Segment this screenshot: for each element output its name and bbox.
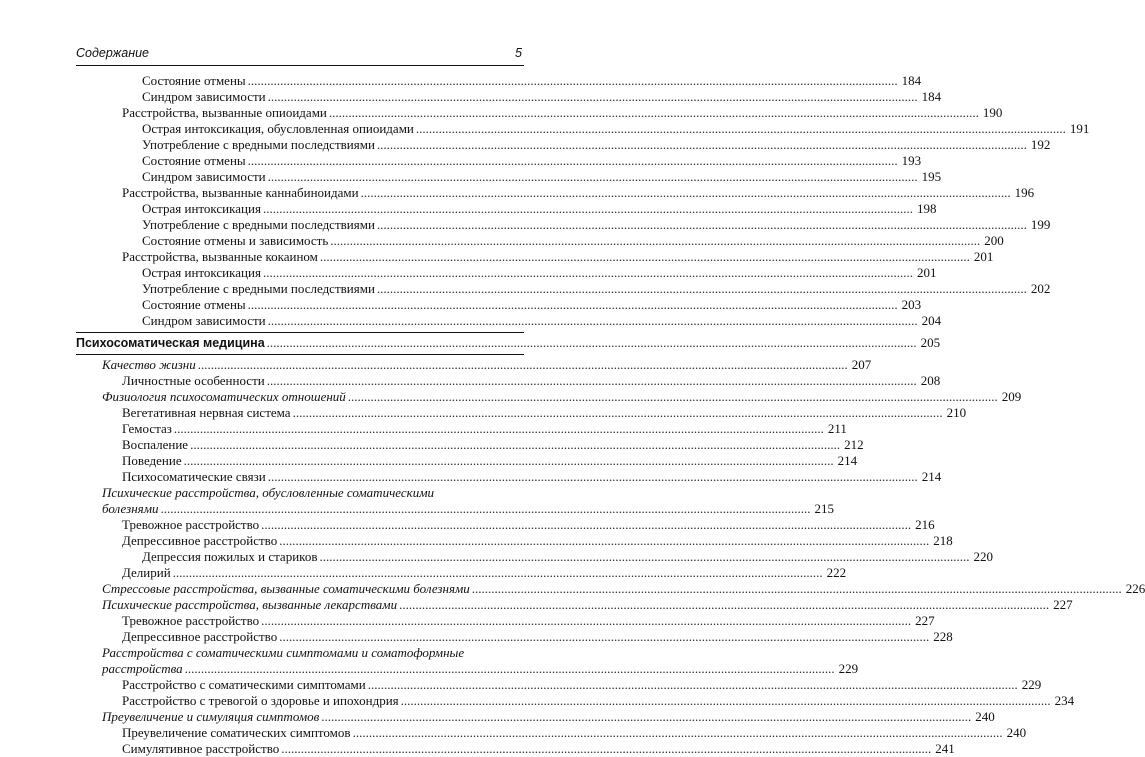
toc-entry[interactable]: Стрессовые расстройства, вызванные соматическими болезнями ........................................................................................................................................................................................................ 226 (102, 581, 1145, 596)
toc-entry[interactable]: Синдром зависимости ........................................................................................................................................................................................................ 195 (142, 169, 942, 184)
dot-leader: ........................................................................................................................................................................................................ (319, 549, 970, 564)
dot-leader: ........................................................................................................................................................................................................ (173, 421, 824, 436)
toc-entry[interactable]: Расстройства, вызванные опиоидами ........................................................................................................................................................................................................ 190 (122, 105, 1003, 120)
dot-leader: ........................................................................................................................................................................................................ (190, 437, 841, 452)
toc-entry[interactable]: Состояние отмены и зависимость ........................................................................................................................................................................................................ 200 (142, 233, 1004, 248)
dot-leader: ........................................................................................................................................................................................................ (376, 281, 1027, 296)
dot-leader: ........................................................................................................................................................................................................ (376, 137, 1027, 152)
toc-entry[interactable]: Вегетативная нервная система ........................................................................................................................................................................................................ 210 (122, 405, 967, 420)
toc-entry[interactable]: Тревожное расстройство ........................................................................................................................................................................................................ 216 (122, 517, 935, 532)
header-rule (76, 65, 524, 66)
toc-entry[interactable]: Расстройства, вызванные каннабиноидами ........................................................................................................................................................................................................ 196 (122, 185, 1035, 200)
toc-entry[interactable]: Депрессивное расстройство ........................................................................................................................................................................................................ 228 (122, 629, 953, 644)
dot-leader: ........................................................................................................................................................................................................ (266, 335, 917, 350)
toc-entry[interactable]: Делирий ........................................................................................................................................................................................................ 222 (122, 565, 847, 580)
toc-entry[interactable]: Расстройства, вызванные кокаином ........................................................................................................................................................................................................ 201 (122, 249, 994, 264)
dot-leader: ........................................................................................................................................................................................................ (328, 105, 979, 120)
dot-leader: ........................................................................................................................................................................................................ (261, 613, 912, 628)
toc-entry[interactable]: Употребление с вредными последствиями ........................................................................................................................................................................................................ 202 (142, 281, 1051, 296)
dot-leader: ........................................................................................................................................................................................................ (183, 453, 834, 468)
toc-entry[interactable]: Симулятивное расстройство ........................................................................................................................................................................................................ 241 (122, 741, 955, 756)
toc-entry[interactable]: Состояние отмены ........................................................................................................................................................................................................ 193 (142, 153, 922, 168)
toc-entry[interactable]: Употребление с вредными последствиями ........................................................................................................................................................................................................ 192 (142, 137, 1051, 152)
toc-entry[interactable]: Расстройство с соматическими симптомами ........................................................................................................................................................................................................ 229 (122, 677, 1042, 692)
toc-entry[interactable]: Гемостаз ........................................................................................................................................................................................................ 211 (122, 421, 847, 436)
toc-entry[interactable]: расстройства ........................................................................................................................................................................................................ 229 (102, 661, 859, 676)
toc-entry[interactable]: Воспаление ........................................................................................................................................................................................................ 212 (122, 437, 864, 452)
table-of-contents (76, 73, 1145, 757)
dot-leader: ........................................................................................................................................................................................................ (321, 709, 972, 724)
dot-leader: ........................................................................................................................................................................................................ (267, 469, 918, 484)
dot-leader: ........................................................................................................................................................................................................ (367, 677, 1018, 692)
dot-leader: ........................................................................................................................................................................................................ (279, 629, 930, 644)
header-page-number: 5 (515, 46, 522, 60)
section-divider (76, 332, 524, 333)
toc-entry-line1: Расстройства с соматическими симптомами и соматоформные (102, 645, 465, 660)
dot-leader: ........................................................................................................................................................................................................ (376, 217, 1027, 232)
running-header (76, 46, 524, 64)
toc-entry[interactable]: Состояние отмены ........................................................................................................................................................................................................ 184 (142, 73, 922, 88)
dot-leader: ........................................................................................................................................................................................................ (360, 185, 1011, 200)
dot-leader: ........................................................................................................................................................................................................ (399, 597, 1050, 612)
toc-entry[interactable]: Качество жизни ........................................................................................................................................................................................................ 207 (102, 357, 872, 372)
toc-entry[interactable]: Тревожное расстройство ........................................................................................................................................................................................................ 227 (122, 613, 935, 628)
toc-entry[interactable]: Депрессия пожилых и стариков ........................................................................................................................................................................................................ 220 (142, 549, 993, 564)
toc-entry[interactable]: Синдром зависимости ........................................................................................................................................................................................................ 204 (142, 313, 942, 328)
dot-leader: ........................................................................................................................................................................................................ (415, 121, 1066, 136)
toc-entry[interactable]: Личностные особенности ........................................................................................................................................................................................................ 208 (122, 373, 941, 388)
dot-leader: ........................................................................................................................................................................................................ (352, 725, 1003, 740)
dot-leader: ........................................................................................................................................................................................................ (267, 313, 918, 328)
toc-entry[interactable]: Острая интоксикация ........................................................................................................................................................................................................ 198 (142, 201, 937, 216)
toc-chapter-entry[interactable]: Психосоматическая медицина ........................................................................................................................................................................................................ 205 (76, 335, 941, 350)
dot-leader: ........................................................................................................................................................................................................ (400, 693, 1051, 708)
dot-leader: ........................................................................................................................................................................................................ (261, 517, 912, 532)
dot-leader: ........................................................................................................................................................................................................ (197, 357, 848, 372)
toc-entry[interactable]: Преувеличение и симуляция симптомов ........................................................................................................................................................................................................ 240 (102, 709, 995, 724)
toc-entry[interactable]: Преувеличение соматических симптомов ........................................................................................................................................................................................................ 240 (122, 725, 1027, 740)
dot-leader: ........................................................................................................................................................................................................ (319, 249, 970, 264)
dot-leader: ........................................................................................................................................................................................................ (160, 501, 811, 516)
header-title: Содержание (76, 46, 149, 60)
toc-entry[interactable]: Депрессивное расстройство ........................................................................................................................................................................................................ 218 (122, 533, 953, 548)
dot-leader: ........................................................................................................................................................................................................ (184, 661, 835, 676)
dot-leader: ........................................................................................................................................................................................................ (267, 89, 918, 104)
section-divider (76, 354, 524, 355)
dot-leader: ........................................................................................................................................................................................................ (279, 533, 930, 548)
dot-leader: ........................................................................................................................................................................................................ (262, 201, 913, 216)
toc-entry[interactable]: Расстройство с тревогой о здоровье и ипохондрия ........................................................................................................................................................................................................ 234 (122, 693, 1075, 708)
dot-leader: ........................................................................................................................................................................................................ (247, 73, 898, 88)
toc-entry[interactable]: Синдром зависимости ........................................................................................................................................................................................................ 184 (142, 89, 942, 104)
dot-leader: ........................................................................................................................................................................................................ (247, 153, 898, 168)
dot-leader: ........................................................................................................................................................................................................ (247, 297, 898, 312)
dot-leader: ........................................................................................................................................................................................................ (281, 741, 932, 756)
toc-entry-line1: Психические расстройства, обусловленные соматическими (102, 485, 435, 500)
toc-entry[interactable]: Поведение ........................................................................................................................................................................................................ 214 (122, 453, 858, 468)
toc-entry[interactable]: Состояние отмены ........................................................................................................................................................................................................ 203 (142, 297, 922, 312)
toc-entry[interactable]: Употребление с вредными последствиями ........................................................................................................................................................................................................ 199 (142, 217, 1051, 232)
toc-entry[interactable]: Психические расстройства, вызванные лекарствами ........................................................................................................................................................................................................ 227 (102, 597, 1073, 612)
dot-leader: ........................................................................................................................................................................................................ (347, 389, 998, 404)
toc-entry[interactable]: Острая интоксикация, обусловленная опиоидами ........................................................................................................................................................................................................ 191 (142, 121, 1090, 136)
dot-leader: ........................................................................................................................................................................................................ (267, 169, 918, 184)
toc-entry[interactable]: болезнями ........................................................................................................................................................................................................ 215 (102, 501, 834, 516)
dot-leader: ........................................................................................................................................................................................................ (471, 581, 1122, 596)
dot-leader: ........................................................................................................................................................................................................ (262, 265, 913, 280)
toc-entry[interactable]: Физиология психосоматических отношений ........................................................................................................................................................................................................ 209 (102, 389, 1022, 404)
dot-leader: ........................................................................................................................................................................................................ (266, 373, 917, 388)
dot-leader: ........................................................................................................................................................................................................ (172, 565, 823, 580)
toc-entry[interactable]: Психосоматические связи ........................................................................................................................................................................................................ 214 (122, 469, 942, 484)
dot-leader: ........................................................................................................................................................................................................ (330, 233, 981, 248)
dot-leader: ........................................................................................................................................................................................................ (292, 405, 943, 420)
toc-entry[interactable]: Острая интоксикация ........................................................................................................................................................................................................ 201 (142, 265, 937, 280)
